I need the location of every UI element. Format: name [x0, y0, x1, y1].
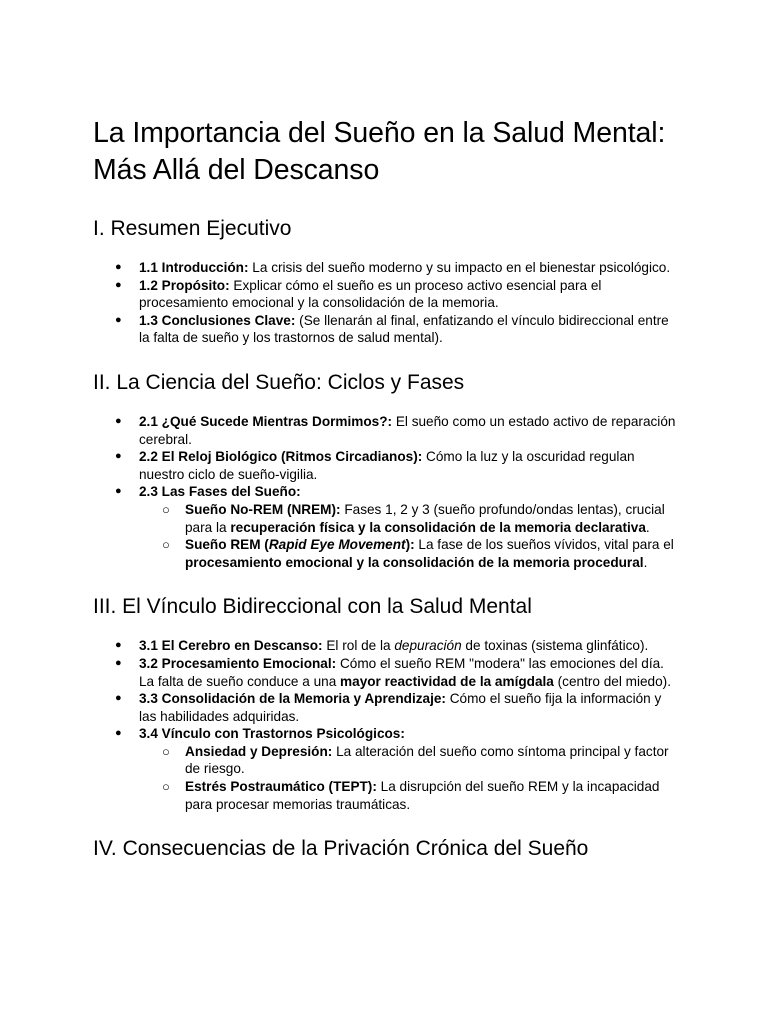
item-label: 2.3 Las Fases del Sueño: — [139, 484, 301, 500]
section-heading-1: I. Resumen Ejecutivo — [93, 217, 292, 240]
item-text: La alteración del sueño como síntoma principal y factor de riesgo. — [185, 743, 669, 777]
sub-list-item — [162, 743, 678, 778]
item-label: Estrés Postraumático (TEPT): — [185, 779, 377, 795]
item-label: 1.3 Conclusiones Clave: — [139, 312, 296, 328]
list-item — [115, 312, 678, 347]
bullet-icon: ● — [115, 450, 122, 463]
item-label: 3.2 Procesamiento Emocional: — [139, 655, 337, 671]
item-label: 2.2 El Reloj Biológico (Ritmos Circadianos): — [139, 449, 423, 465]
section-heading-4: IV. Consecuencias de la Privación Crónica del Sueño — [93, 837, 589, 861]
sub-bullet-icon: ○ — [162, 779, 170, 795]
list-item — [115, 413, 678, 448]
item-label: 1.2 Propósito: — [139, 277, 230, 293]
item-text: Explicar cómo el sueño es un proceso activo esencial para el procesamiento emocional y la consolidación de la memoria. — [139, 277, 602, 311]
item-text: La fase de los sueños vívidos, vital para el — [414, 537, 674, 553]
item-text: de toxinas (sistema glinfático). — [461, 638, 649, 654]
section-heading-3: III. El Vínculo Bidireccional con la Salud Mental — [93, 595, 532, 619]
item-text: . — [643, 554, 648, 570]
list-item — [115, 637, 678, 655]
sub-list — [139, 743, 678, 813]
item-emphasis: mayor reactividad de la amígdala — [340, 673, 554, 689]
item-label: Sueño No-REM (NREM): — [185, 501, 341, 517]
item-label-part: ): — [405, 537, 415, 553]
item-text: Cómo el sueño fija la información y las habilidades adquiridas. — [139, 691, 662, 724]
list-item — [115, 725, 678, 813]
bullet-icon: ● — [115, 414, 122, 427]
item-label: Ansiedad y Depresión: — [185, 743, 333, 759]
item-label — [185, 537, 415, 552]
bullet-icon: ● — [115, 727, 122, 740]
list-item — [115, 277, 678, 312]
item-text: . — [645, 519, 650, 535]
bullet-icon: ● — [115, 313, 122, 326]
item-label: 1.1 Introducción: — [139, 260, 249, 275]
list-item — [115, 483, 678, 571]
item-text: La crisis del sueño moderno y su impacto en el bienestar psicológico. — [248, 260, 671, 275]
sub-bullet-icon: ○ — [162, 501, 170, 517]
item-italic: depuración — [394, 638, 462, 654]
item-text: El rol de la — [322, 638, 395, 654]
bullet-icon: ● — [115, 261, 122, 273]
bullet-icon: ● — [115, 692, 122, 705]
sub-list — [139, 501, 678, 571]
item-emphasis: recuperación física y la consolidación de la memoria declarativa — [230, 519, 646, 535]
item-label: 3.1 El Cerebro en Descanso: — [139, 638, 323, 654]
sub-bullet-icon: ○ — [162, 743, 170, 759]
section-heading-2: II. La Ciencia del Sueño: Ciclos y Fases — [93, 370, 465, 394]
sub-list-item — [162, 536, 678, 571]
section-2-list — [93, 413, 678, 571]
section-1-list — [93, 259, 678, 347]
item-text: El sueño como un estado activo de reparación cerebral. — [139, 413, 676, 447]
bullet-icon: ● — [115, 639, 122, 652]
bullet-icon: ● — [115, 278, 122, 291]
sub-list-item — [162, 501, 678, 536]
list-item — [115, 655, 678, 690]
bullet-icon: ● — [115, 656, 122, 669]
list-item — [115, 448, 678, 483]
list-item — [115, 259, 678, 277]
document-title: La Importancia del Sueño en la Salud Mental: Más Allá del Descanso — [93, 117, 666, 186]
item-text: Cómo la luz y la oscuridad regulan nuestro ciclo de sueño-vigilia. — [139, 449, 635, 482]
item-text: (Se llenarán al final, enfatizando el vínculo bidireccional entre la falta de sueño y los trastornos de salud mental). — [139, 312, 669, 346]
list-item — [115, 690, 678, 725]
bullet-icon: ● — [115, 485, 122, 498]
item-text: (centro del miedo). — [553, 673, 671, 689]
item-label: 3.4 Vínculo con Trastornos Psicológicos: — [139, 726, 405, 742]
item-emphasis: procesamiento emocional y la consolidación de la memoria procedural — [185, 554, 644, 570]
item-text: Fases 1, 2 y 3 (sueño profundo/ondas lentas), crucial para la — [185, 501, 665, 535]
item-label: 2.1 ¿Qué Sucede Mientras Dormimos?: — [139, 413, 393, 429]
item-text: Cómo el sueño REM "modera" las emociones del día. La falta de sueño conduce a una — [139, 655, 664, 689]
item-label: 3.3 Consolidación de la Memoria y Aprendizaje: — [139, 691, 446, 707]
sub-list-item — [162, 778, 678, 813]
item-label-part: Sueño REM ( — [185, 537, 269, 553]
item-text: La disrupción del sueño REM y la incapacidad para procesar memorias traumáticas. — [185, 779, 660, 812]
item-label-italic: Rapid Eye Movement — [268, 537, 406, 553]
section-3-list — [93, 637, 678, 813]
sub-bullet-icon: ○ — [162, 537, 170, 553]
